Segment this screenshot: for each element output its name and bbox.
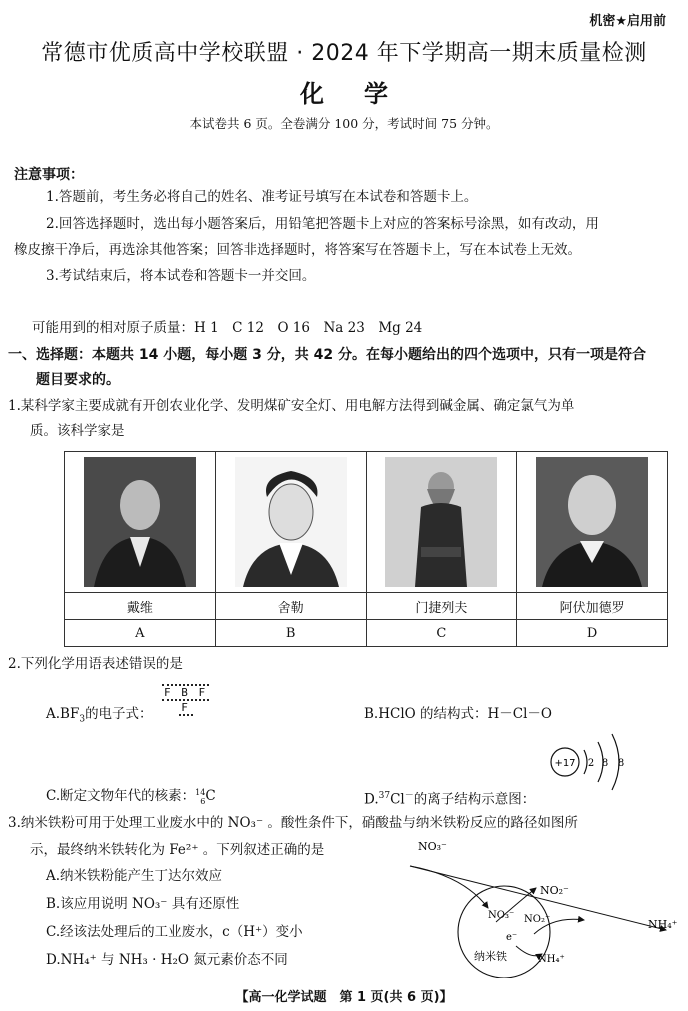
q2-option-a: $A.BF_3$的电子式： — [46, 706, 153, 725]
notice-item-3: 3.考试结束后，将本试卷和答题卡一并交回。 — [46, 268, 316, 284]
section1-heading: 一、选择题：本题共 14 小题，每小题 3 分，共 42 分。在每小题给出的四个选项中，只有一项是符合 — [8, 347, 646, 363]
portrait-scheele — [235, 457, 347, 587]
atomic-masses: 可能用到的相对原子质量：H 1 C 12 O 16 Na 23 Mg 24 — [32, 320, 423, 336]
subject-title: 化学 — [300, 80, 428, 108]
section1-heading-cont: 题目要求的。 — [36, 372, 120, 388]
shell-2-electrons: 8 — [601, 758, 609, 769]
secret-mark: 机密★启用前 — [589, 14, 666, 29]
portrait-avogadro — [536, 457, 648, 587]
nucleus-charge: +17 — [554, 758, 576, 769]
name-a: 戴维 — [65, 593, 216, 620]
inner-no2-label: NO₂⁻ — [524, 914, 551, 925]
q2-option-b: B.HClO 的结构式：H－Cl－O — [364, 706, 552, 722]
q3-option-b: B.该应用说明 NO₃⁻ 具有还原性 — [46, 896, 240, 912]
inner-no3-label: NO₃⁻ — [488, 910, 515, 921]
notice-item-2-cont: 橡皮擦干净后，再选涂其他答案；回答非选择题时，将答案写在答题卡上，写在本试卷上无效。 — [14, 242, 581, 258]
q3-option-c: C.经该法处理后的工业废水，c（H⁺）变小 — [46, 924, 303, 940]
name-b: 舍勒 — [215, 593, 366, 620]
q3-option-a: A.纳米铁粉能产生丁达尔效应 — [46, 868, 223, 884]
notice-item-1: 1.答题前，考生务必将自己的姓名、准考证号填写在本试卷和答题卡上。 — [46, 189, 478, 205]
notice-heading: 注意事项： — [14, 167, 84, 183]
exam-title: 常德市优质高中学校联盟 · 2024 年下学期高一期末质量检测 — [41, 41, 647, 66]
q2-stem: 2.下列化学用语表述错误的是 — [8, 656, 183, 672]
shell-3-electrons: 8 — [617, 758, 625, 769]
bf3-lewis-structure: F B F F — [164, 686, 208, 714]
option-a: A — [65, 620, 216, 647]
scientist-table — [64, 451, 668, 647]
portrait-davy — [84, 457, 196, 587]
q3-option-d: D.NH₄⁺ 与 NH₃ · H₂O 氮元素价态不同 — [46, 952, 288, 968]
q3-stem-cont: 示，最终纳米铁转化为 Fe²⁺ 。下列叙述正确的是 — [30, 842, 325, 858]
q2-option-c: C.断定文物年代的核素：14 6C — [46, 787, 216, 806]
electron-label: e⁻ — [506, 932, 518, 943]
option-b: B — [215, 620, 366, 647]
nh4-out-label: NH₄⁺ — [648, 918, 678, 931]
portrait-mendeleev — [385, 457, 497, 587]
name-d: 阿伏加德罗 — [517, 593, 668, 620]
no2-out-label: NO₂⁻ — [540, 884, 569, 897]
name-c: 门捷列夫 — [366, 593, 517, 620]
no3-incoming-arrow — [410, 866, 488, 908]
option-d: D — [517, 620, 668, 647]
nano-iron-label: 纳米铁 — [474, 950, 507, 963]
q3-stem: 3.纳米铁粉可用于处理工业废水中的 NO₃⁻ 。酸性条件下，硝酸盐与纳米铁粉反应的路径如图所 — [8, 815, 578, 831]
notice-item-2: 2.回答选择题时，选出每小题答案后，用铅笔把答题卡上对应的答案标号涂黑，如有改动，用 — [46, 216, 599, 232]
cl-ion-diagram — [546, 732, 638, 794]
exam-info: 本试卷共 6 页。全卷满分 100 分，考试时间 75 分钟。 — [189, 116, 499, 131]
option-c: C — [366, 620, 517, 647]
shell-1-electrons: 2 — [587, 758, 595, 769]
q1-stem-cont: 质。该科学家是 — [30, 423, 125, 439]
q2-option-d: D.$^{37}$Cl－的离子结构示意图： — [364, 791, 536, 808]
inner-nh4-label: NH₄⁺ — [538, 954, 565, 965]
no3-top-label: NO₃⁻ — [418, 840, 447, 853]
page-footer: 【高一化学试题 第 1 页(共 6 页)】 — [235, 990, 453, 1005]
nano-iron-reaction-diagram — [404, 836, 684, 978]
q1-stem: 1.某科学家主要成就有开创农业化学、发明煤矿安全灯、用电解方法得到碱金属、确定氯气为单 — [8, 398, 575, 414]
shell-1-arc — [584, 750, 587, 774]
